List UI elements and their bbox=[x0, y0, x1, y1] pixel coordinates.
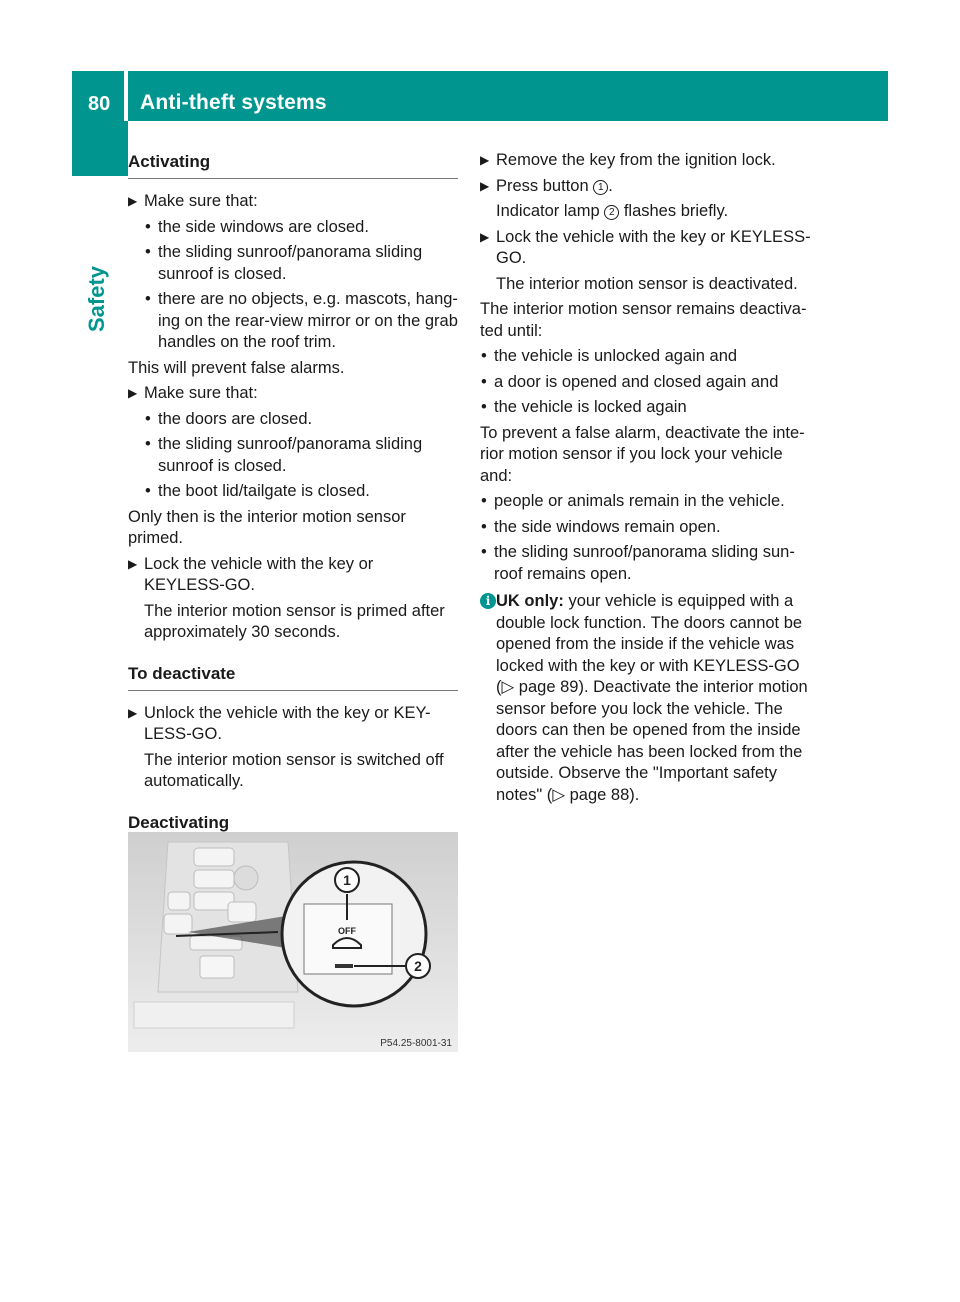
bullet-text: the side windows remain open. bbox=[494, 517, 721, 536]
bullet-item bbox=[128, 217, 458, 239]
bullet-icon: • bbox=[481, 543, 487, 561]
page-reference-link[interactable]: page 88 bbox=[569, 785, 630, 804]
bullet-text: the vehicle is unlocked again and bbox=[494, 347, 738, 365]
result-text: The interior motion sensor is primed after approximately 30 seconds. bbox=[144, 601, 445, 641]
callout-ref: 2 bbox=[604, 205, 619, 220]
bullet-text: the doors are closed. bbox=[158, 409, 313, 428]
activating-heading: Activating bbox=[128, 150, 458, 179]
step bbox=[128, 383, 458, 405]
bullet-icon: • bbox=[145, 290, 151, 308]
info-icon: i bbox=[480, 593, 496, 609]
triangle-right-icon: ▶ bbox=[480, 178, 490, 193]
bullet-text: the vehicle is locked again bbox=[494, 398, 687, 416]
paragraph: The interior motion sensor remains deactiva-ted until: bbox=[480, 300, 807, 340]
off-button-label: OFF bbox=[338, 926, 356, 936]
step-text: Unlock the vehicle with the key or KEY-LESS-GO. bbox=[144, 703, 431, 743]
triangle-right-icon: ▶ bbox=[128, 194, 138, 208]
bullet-text: people or animals remain in the vehicle. bbox=[494, 492, 785, 510]
side-tab-label: Safety bbox=[84, 265, 109, 332]
side-tab-block bbox=[72, 121, 128, 176]
triangle-right-icon: ▶ bbox=[480, 229, 490, 244]
step-text: Lock the vehicle with the key or KEYLESS-GO. bbox=[496, 227, 811, 267]
bullet-icon: • bbox=[481, 492, 487, 510]
result-text: Only then is the interior motion sensor primed. bbox=[128, 507, 406, 547]
section-title: Anti-theft systems bbox=[140, 91, 327, 114]
bullet-item bbox=[128, 481, 458, 503]
bullet-item bbox=[480, 542, 814, 585]
overhead-button bbox=[164, 914, 192, 934]
triangle-right-icon: ▶ bbox=[128, 705, 138, 720]
bullet-item bbox=[480, 491, 814, 513]
step-text: Make sure that: bbox=[144, 192, 258, 210]
bullet-icon: • bbox=[145, 482, 151, 500]
result-text-part: Indicator lamp bbox=[496, 202, 600, 220]
triangle-right-icon: ▶ bbox=[480, 153, 490, 167]
bullet-icon: • bbox=[481, 517, 487, 536]
bullet-item bbox=[128, 242, 458, 285]
bullet-item bbox=[480, 517, 814, 539]
deactivating-heading: Deactivating bbox=[128, 811, 458, 840]
paragraph: To prevent a false alarm, deactivate the inte-rior motion sensor if you lock your vehicle and: bbox=[480, 423, 805, 485]
page-reference-link[interactable]: page 89 bbox=[518, 678, 579, 696]
arrow-ref-icon: ▷ bbox=[552, 785, 566, 804]
step-text: Remove the key from the ignition lock. bbox=[496, 151, 776, 169]
note-text: ). Deactivate the interior motion sensor before you lock the vehicle. The doors can then be opened from the inside after the vehicle has been locked from the outside. Observe the "Important safety notes" ( bbox=[496, 678, 808, 804]
indicator-lamp bbox=[335, 964, 353, 968]
figure-code: P54.25-8001-31 bbox=[380, 1038, 452, 1049]
bullet-text: the side windows are closed. bbox=[158, 217, 369, 236]
bullet-text: the sliding sunroof/panorama sliding sun-roof remains open. bbox=[494, 543, 795, 583]
bullet-text: the sliding sunroof/panorama sliding sunroof is closed. bbox=[158, 435, 423, 475]
bullet-icon: • bbox=[481, 347, 487, 365]
result-text bbox=[496, 201, 814, 223]
step bbox=[128, 703, 458, 746]
result-text-part: flashes briefly. bbox=[623, 202, 729, 220]
overhead-button bbox=[168, 892, 190, 910]
overhead-control-panel-illustration bbox=[128, 832, 458, 1052]
step bbox=[480, 150, 814, 172]
step bbox=[480, 227, 814, 270]
bullet-icon: • bbox=[145, 243, 151, 261]
result-text: This will prevent false alarms. bbox=[128, 358, 345, 377]
note-bold: UK only: bbox=[496, 592, 564, 610]
bullet-item bbox=[480, 397, 814, 419]
bullet-item bbox=[128, 434, 458, 477]
arrow-ref-icon: ▷ bbox=[501, 678, 515, 696]
overhead-button bbox=[228, 902, 256, 922]
triangle-right-icon: ▶ bbox=[128, 386, 138, 400]
bullet-text: the sliding sunroof/panorama sliding sunroof is closed. bbox=[158, 243, 423, 283]
callout-ref: 1 bbox=[593, 180, 608, 195]
page-header bbox=[72, 71, 888, 121]
to-deactivate-heading: To deactivate bbox=[128, 662, 458, 691]
step-text: Press button bbox=[496, 176, 589, 195]
note-body bbox=[496, 591, 814, 806]
step-text: Lock the vehicle with the key or KEYLESS-GO. bbox=[144, 554, 374, 594]
bullet-icon: • bbox=[145, 435, 151, 453]
overhead-button bbox=[194, 848, 234, 866]
bullet-text: the boot lid/tailgate is closed. bbox=[158, 482, 370, 500]
callout-2-label: 2 bbox=[414, 958, 422, 974]
note-text: your vehicle is equipped with a double lock function. The doors cannot be opened from the inside if the vehicle was locked with the key or with KEYLESS-GO ( bbox=[496, 592, 803, 696]
bullet-item bbox=[480, 372, 814, 394]
bullet-text: there are no objects, e.g. mascots, hang-ing on the rear-view mirror or on the grab handles on the roof trim. bbox=[158, 290, 458, 351]
note-text: ). bbox=[629, 785, 640, 804]
result-text: The interior motion sensor is switched off automatically. bbox=[144, 750, 444, 790]
step bbox=[128, 554, 458, 597]
step-text: . bbox=[608, 176, 613, 195]
bullet-icon: • bbox=[145, 217, 151, 236]
bullet-item bbox=[128, 409, 458, 431]
bullet-text: a door is opened and closed again and bbox=[494, 372, 779, 391]
step bbox=[480, 176, 814, 198]
bullet-icon: • bbox=[481, 398, 487, 416]
bullet-item bbox=[480, 346, 814, 368]
page-number: 80 bbox=[88, 93, 111, 115]
overhead-button bbox=[194, 870, 234, 888]
triangle-right-icon: ▶ bbox=[128, 556, 138, 571]
left-column bbox=[128, 150, 458, 852]
bullet-icon: • bbox=[481, 372, 487, 391]
result-text: The interior motion sensor is deactivated. bbox=[496, 274, 798, 293]
right-column bbox=[480, 150, 814, 806]
step-text: Make sure that: bbox=[144, 384, 258, 402]
header-divider bbox=[124, 71, 128, 121]
callout-1-label: 1 bbox=[343, 872, 351, 888]
step bbox=[128, 191, 458, 213]
info-note bbox=[480, 591, 814, 806]
bullet-icon: • bbox=[145, 409, 151, 428]
bullet-item bbox=[128, 289, 458, 354]
